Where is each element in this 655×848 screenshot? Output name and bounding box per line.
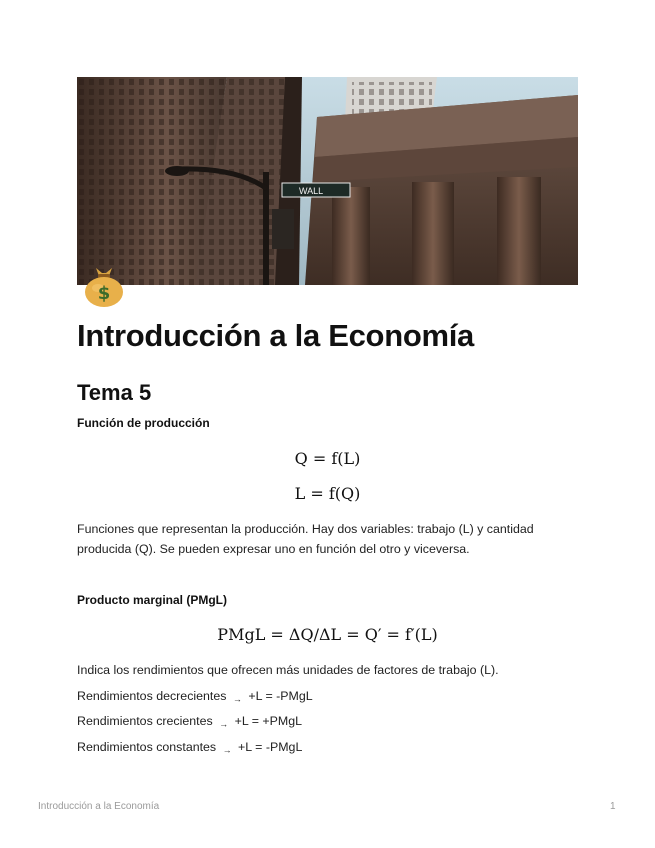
returns-item bbox=[77, 689, 313, 703]
formula-q-of-l: Q = f(L) bbox=[294, 449, 361, 468]
footer-page-number: 1 bbox=[610, 801, 616, 812]
production-function-description: Funciones que representan la producción. Hay dos variables: trabajo (L) y cantidad producida (Q). Se pueden expresar uno en función del otro y viceversa. bbox=[77, 522, 534, 556]
marginal-product-description: Indica los rendimientos que ofrecen más unidades de factores de trabajo (L). bbox=[77, 663, 499, 677]
arrow-right-icon: → bbox=[222, 745, 232, 755]
returns-effect: +L = -PMgL bbox=[238, 740, 303, 754]
returns-label: Rendimientos crecientes bbox=[77, 714, 213, 728]
returns-label: Rendimientos constantes bbox=[77, 740, 217, 754]
returns-item bbox=[77, 740, 302, 754]
returns-item bbox=[77, 714, 302, 728]
arrow-right-icon: → bbox=[219, 719, 229, 729]
formula-marginal-product: PMgL = ΔQ/ΔL = Q′ = f′(L) bbox=[217, 625, 438, 644]
arrow-right-icon: → bbox=[232, 694, 242, 704]
street-sign-label: WALL bbox=[299, 186, 324, 196]
returns-effect: +L = +PMgL bbox=[234, 714, 302, 728]
money-bag-icon bbox=[82, 262, 126, 308]
returns-label: Rendimientos decrecientes bbox=[77, 689, 227, 703]
formula-l-of-q: L = f(Q) bbox=[294, 484, 361, 503]
footer-title: Introducción a la Economía bbox=[38, 801, 160, 812]
page-title: Introducción a la Economía bbox=[77, 318, 474, 353]
cover-image bbox=[77, 77, 578, 285]
svg-text:$: $ bbox=[97, 283, 111, 304]
production-function-heading: Función de producción bbox=[77, 416, 210, 430]
section-heading: Tema 5 bbox=[77, 380, 152, 405]
marginal-product-heading: Producto marginal (PMgL) bbox=[77, 593, 227, 607]
returns-effect: +L = -PMgL bbox=[248, 689, 313, 703]
